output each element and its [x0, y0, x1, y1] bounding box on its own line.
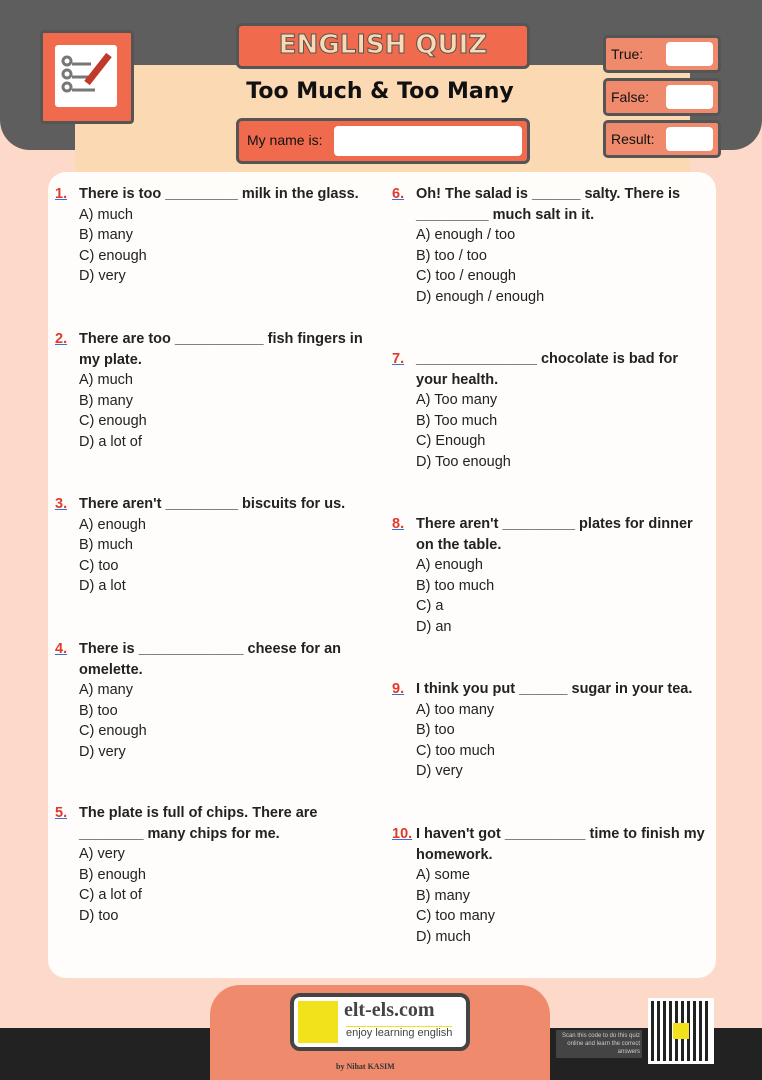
result-label: Result:: [611, 131, 655, 147]
answer-option[interactable]: B) many: [79, 227, 133, 243]
answer-option[interactable]: C) enough: [79, 247, 147, 264]
checklist-icon: [40, 30, 134, 124]
question-number: 5.: [55, 805, 68, 821]
answer-option[interactable]: B) too much: [416, 577, 495, 594]
answer-option[interactable]: C) a lot of: [79, 887, 142, 903]
question-3: [55, 494, 375, 639]
question-number: 7.: [392, 351, 405, 367]
question-stem: [55, 639, 375, 680]
answer-option[interactable]: A) many: [79, 682, 133, 698]
question-number: 3.: [55, 496, 68, 512]
author: by Nihat KASIM: [336, 1062, 395, 1071]
answer-option[interactable]: D) very: [79, 268, 126, 284]
result-input[interactable]: [666, 127, 713, 151]
answer-option[interactable]: A) much: [79, 206, 133, 223]
question-number: 9.: [392, 681, 405, 697]
answer-option[interactable]: A) Too many: [416, 392, 498, 408]
brand-logo: [290, 993, 470, 1051]
answer-option[interactable]: D) a lot: [79, 578, 126, 594]
title-text: ENGLISH QUIZ: [278, 30, 488, 60]
answer-option[interactable]: D) very: [416, 763, 463, 779]
answer-option[interactable]: D) very: [79, 743, 126, 760]
answer-option[interactable]: C) too many: [416, 908, 495, 924]
question-text: There aren't _________ plates for dinner on the table.: [416, 516, 693, 553]
true-label: True:: [611, 46, 644, 62]
answer-option[interactable]: D) a lot of: [79, 433, 142, 450]
false-label: False:: [611, 89, 650, 105]
question-stem: [55, 184, 375, 205]
question-stem: [55, 329, 375, 370]
question-number: 4.: [55, 641, 68, 657]
brand-name: elt-els.com: [344, 999, 435, 1021]
question-number: 2.: [55, 331, 68, 347]
answer-option[interactable]: C) too: [79, 557, 119, 574]
question-stem: [392, 679, 712, 700]
question-7: [392, 349, 712, 514]
answer-option[interactable]: D) much: [416, 928, 471, 945]
answer-option[interactable]: A) enough / too: [416, 227, 516, 243]
question-stem: [392, 824, 712, 865]
question-6: [392, 184, 712, 349]
true-input[interactable]: [666, 42, 713, 66]
answer-option[interactable]: C) enough: [79, 723, 147, 739]
answer-option[interactable]: D) too: [79, 907, 119, 924]
question-number: 1.: [55, 186, 68, 202]
question-1: [55, 184, 375, 329]
question-stem: [55, 803, 375, 844]
answer-option[interactable]: D) Too enough: [416, 453, 511, 470]
question-text: There is _____________ cheese for an omelette.: [79, 641, 341, 678]
question-stem: [55, 494, 375, 515]
true-box: [603, 35, 721, 73]
brand-tagline: enjoy learning english: [346, 1027, 453, 1039]
question-stem: [392, 349, 712, 390]
question-text: There are too ___________ fish fingers in my plate.: [79, 331, 363, 368]
answer-option[interactable]: B) enough: [79, 866, 146, 883]
name-label: My name is:: [247, 132, 323, 148]
question-4: [55, 639, 375, 803]
question-number: 8.: [392, 516, 405, 532]
question-text: I haven't got __________ time to finish my homework.: [416, 826, 705, 863]
answer-option[interactable]: C) too much: [416, 742, 495, 759]
question-text: The plate is full of chips. There are ________ many chips for me.: [79, 805, 318, 842]
answer-option[interactable]: A) too many: [416, 701, 495, 718]
question-number: 10.: [392, 826, 413, 842]
name-box: [236, 118, 530, 164]
question-text: I think you put ______ sugar in your tea.: [416, 681, 693, 697]
answer-option[interactable]: B) Too much: [416, 412, 498, 429]
questions-left-column: [55, 184, 375, 926]
name-input[interactable]: [334, 126, 522, 156]
question-stem: [392, 184, 712, 225]
question-stem: [392, 514, 712, 555]
answer-option[interactable]: C) enough: [79, 413, 147, 429]
false-box: [603, 78, 721, 116]
answer-option[interactable]: A) enough: [416, 557, 483, 573]
answer-option[interactable]: A) some: [416, 867, 470, 883]
quiz-subtitle: Too Much & Too Many: [246, 79, 514, 104]
question-number: 6.: [392, 186, 405, 202]
answer-option[interactable]: A) very: [79, 846, 125, 862]
false-input[interactable]: [666, 85, 713, 109]
quiz-title: [236, 23, 530, 69]
question-5: [55, 803, 375, 926]
answer-option[interactable]: B) too: [416, 722, 455, 738]
answer-option[interactable]: C) a: [416, 598, 444, 614]
answer-option[interactable]: B) many: [416, 887, 470, 904]
question-2: [55, 329, 375, 494]
answer-option[interactable]: B) too / too: [416, 247, 487, 264]
answer-option[interactable]: C) Enough: [416, 433, 486, 449]
result-box: [603, 120, 721, 158]
question-text: Oh! The salad is ______ salty. There is _________ much salt in it.: [416, 186, 681, 223]
question-text: There is too _________ milk in the glass.: [79, 186, 359, 202]
brand-icon: [298, 1001, 338, 1043]
answer-option[interactable]: B) much: [79, 537, 133, 553]
answer-option[interactable]: C) too / enough: [416, 268, 516, 284]
scan-text: Scan this code to do this quiz online and learn the correct answers: [556, 1030, 642, 1058]
answer-option[interactable]: D) enough / enough: [416, 288, 545, 305]
answer-option[interactable]: A) much: [79, 372, 133, 388]
qr-code[interactable]: [648, 998, 714, 1064]
questions-right-column: [392, 184, 712, 947]
question-10: [392, 824, 712, 947]
question-8: [392, 514, 712, 679]
question-9: [392, 679, 712, 824]
answer-option[interactable]: B) many: [79, 392, 133, 409]
answer-option[interactable]: A) enough: [79, 516, 146, 533]
answer-option[interactable]: B) too: [79, 702, 118, 719]
question-text: There aren't _________ biscuits for us.: [79, 496, 346, 512]
answer-option[interactable]: D) an: [416, 618, 452, 635]
question-text: _______________ chocolate is bad for your health.: [416, 351, 678, 388]
